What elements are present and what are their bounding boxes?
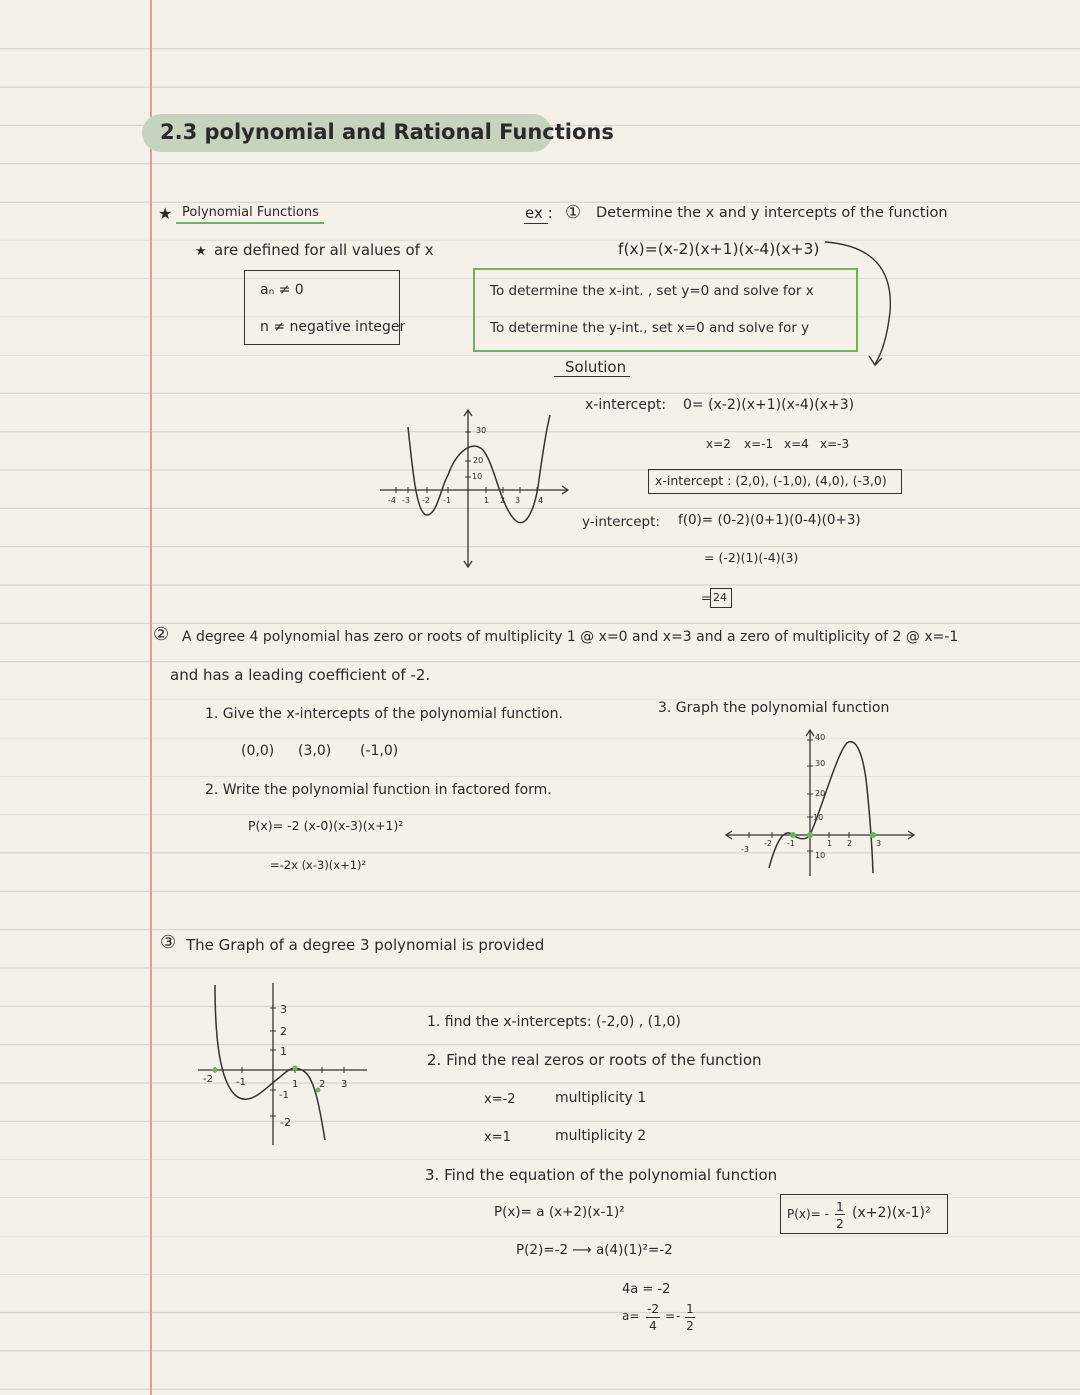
example2-statement: A degree 4 polynomial has zero or roots of multiplicity 1 @ x=0 and x=3 and a zero of multiplicity of 2 @ x=-1 <box>182 629 959 645</box>
x-tick-label: 1 <box>484 496 490 505</box>
y-tick-label: 3 <box>280 1003 287 1016</box>
tip-y-int: To determine the y-int., set x=0 and solve for y <box>490 320 810 336</box>
fraction-bar <box>646 1317 660 1318</box>
condition-degree: n ≠ negative integer <box>260 319 406 335</box>
zero-multiplicity: multiplicity 1 <box>555 1090 647 1106</box>
tip-x-int: To determine the x-int. , set y=0 and solve for x <box>490 283 814 299</box>
y-intercept-step: f(0)= (0-2)(0+1)(0-4)(0+3) <box>678 512 861 528</box>
graph-example1 <box>375 405 575 570</box>
x-intercept-item: (3,0) <box>298 743 332 759</box>
y-intercept-label: y-intercept: <box>582 514 660 530</box>
tips-box <box>473 268 858 352</box>
fraction-bar <box>835 1214 845 1215</box>
example2-statement-cont: and has a leading coefficient of -2. <box>170 666 431 684</box>
example2-q1: 1. Give the x-intercepts of the polynomial function. <box>205 706 563 722</box>
example1-number: ① <box>565 202 582 223</box>
x-intercept-answer: x-intercept : (2,0), (-1,0), (4,0), (-3,0) <box>655 473 887 488</box>
y-tick-label: 30 <box>476 426 487 435</box>
equation-step: 4a = -2 <box>622 1282 671 1297</box>
example3-q2: 2. Find the real zeros or roots of the function <box>427 1051 762 1069</box>
root: x=4 <box>784 437 809 451</box>
heading-underline <box>176 222 324 224</box>
definition-text: are defined for all values of x <box>214 241 434 259</box>
x-tick-label: 2 <box>847 839 853 848</box>
curved-arrow <box>820 232 900 372</box>
example2-q3: 3. Graph the polynomial function <box>658 700 890 716</box>
root: x=2 <box>706 437 731 451</box>
zero-value: x=1 <box>484 1130 511 1145</box>
fraction-bar <box>685 1317 695 1318</box>
fraction-den: 4 <box>649 1319 657 1333</box>
fraction-num: 1 <box>686 1302 694 1316</box>
y-tick-label: 10 <box>472 472 483 481</box>
condition-leading: aₙ ≠ 0 <box>260 282 304 298</box>
y-tick-label: 10 <box>815 851 826 860</box>
y-intercept-equals: = <box>701 591 712 605</box>
x-intercept-equation: 0= (x-2)(x+1)(x-4)(x+3) <box>683 397 855 413</box>
x-tick-label: -3 <box>741 845 749 854</box>
x-tick-label: -3 <box>402 496 410 505</box>
root: x=-3 <box>820 437 850 451</box>
x-tick-label: 1 <box>827 839 833 848</box>
example3-q3: 3. Find the equation of the polynomial function <box>425 1166 778 1184</box>
y-tick-label: 40 <box>815 733 826 742</box>
x-tick-label: 2 <box>319 1079 326 1090</box>
factored-form: P(x)= -2 (x-0)(x-3)(x+1)² <box>248 818 404 833</box>
x-intercept-label: x-intercept: <box>585 397 667 413</box>
a-equals: = <box>665 1309 676 1323</box>
zero-multiplicity: multiplicity 2 <box>555 1128 647 1144</box>
y-tick-label: -1 <box>279 1090 289 1101</box>
fraction-num: -2 <box>647 1302 659 1316</box>
a-prefix: a= <box>622 1309 640 1323</box>
y-tick-label: -2 <box>280 1116 291 1129</box>
star-icon: ★ <box>195 244 207 259</box>
example1-prompt: Determine the x and y intercepts of the function <box>596 205 948 221</box>
equation-step: P(2)=-2 ⟶ a(4)(1)²=-2 <box>516 1242 673 1258</box>
x-tick-label: -2 <box>203 1074 213 1085</box>
y-tick-label: 2 <box>280 1025 287 1038</box>
x-tick-label: -2 <box>764 839 772 848</box>
example3-q1: 1. find the x-intercepts: (-2,0) , (1,0) <box>427 1014 681 1030</box>
x-tick-label: -2 <box>422 496 430 505</box>
x-tick-label: 4 <box>538 496 544 505</box>
example-label-underline <box>524 223 548 224</box>
x-tick-label: -1 <box>787 839 795 848</box>
zero-value: x=-2 <box>484 1092 516 1107</box>
example2-q2: 2. Write the polynomial function in factored form. <box>205 782 552 798</box>
star-icon: ★ <box>158 204 173 223</box>
solution-label: Solution <box>565 358 627 376</box>
fraction-den: 2 <box>686 1319 694 1333</box>
x-tick-label: -1 <box>443 496 451 505</box>
x-tick-label: 1 <box>292 1079 299 1090</box>
root: x=-1 <box>744 437 774 451</box>
example3-statement: The Graph of a degree 3 polynomial is provided <box>186 936 545 954</box>
final-suffix: (x+2)(x-1)² <box>852 1205 931 1221</box>
example1-function: f(x)=(x-2)(x+1)(x-4)(x+3) <box>618 240 820 258</box>
fraction-den: 2 <box>836 1217 844 1231</box>
example-label: ex : <box>525 204 553 222</box>
y-tick-label: 20 <box>815 789 826 798</box>
x-tick-label: 3 <box>515 496 521 505</box>
y-intercept-answer: 24 <box>713 591 727 604</box>
x-intercept-item: (0,0) <box>241 743 275 759</box>
equation-step: P(x)= a (x+2)(x-1)² <box>494 1204 625 1220</box>
factored-form-simplified: =-2x (x-3)(x+1)² <box>270 858 367 872</box>
margin-line <box>150 0 152 1395</box>
x-tick-label: -4 <box>388 496 396 505</box>
example3-number: ③ <box>160 932 177 953</box>
x-intercept-item: (-1,0) <box>360 743 399 759</box>
fraction-num: 1 <box>836 1200 844 1214</box>
a-sign: - <box>676 1309 681 1323</box>
final-prefix: P(x)= - <box>787 1207 829 1221</box>
x-tick-label: 3 <box>341 1079 348 1090</box>
x-tick-label: 3 <box>876 839 882 848</box>
x-tick-label: -1 <box>236 1077 246 1088</box>
y-tick-label: 10 <box>813 813 824 822</box>
y-tick-label: 30 <box>815 759 826 768</box>
page-title: 2.3 polynomial and Rational Functions <box>160 120 614 144</box>
section-heading: Polynomial Functions <box>182 205 319 220</box>
y-tick-label: 20 <box>473 456 484 465</box>
y-tick-label: 1 <box>280 1045 287 1058</box>
example2-number: ② <box>153 624 170 645</box>
x-tick-label: 2 <box>500 496 506 505</box>
solution-underline <box>554 376 630 377</box>
y-intercept-step: = (-2)(1)(-4)(3) <box>704 550 799 565</box>
